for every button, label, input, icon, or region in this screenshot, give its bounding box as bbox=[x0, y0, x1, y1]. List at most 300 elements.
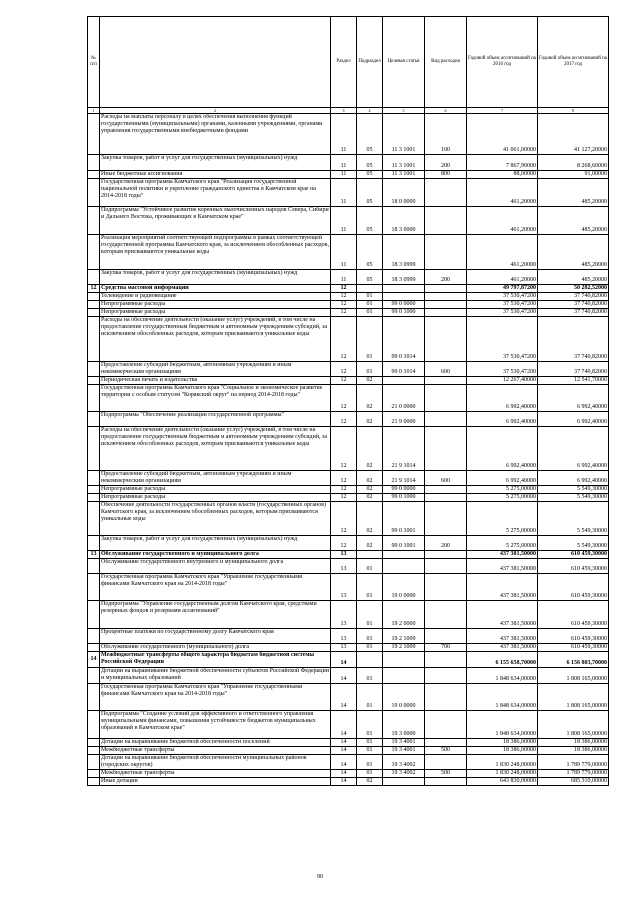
row-name: Процентные платежи по государственному долгу Камчатского края bbox=[100, 629, 331, 644]
row-name: Средства массовой информации bbox=[100, 285, 331, 293]
row-number bbox=[88, 684, 100, 711]
row-number bbox=[88, 711, 100, 739]
row-name: Межбюджетные трансферты bbox=[100, 770, 331, 778]
row-target-article bbox=[383, 377, 425, 385]
column-number: 8 bbox=[538, 108, 609, 114]
row-name: Обслуживание государственного внутреннего и муниципального долга bbox=[100, 559, 331, 574]
row-expense-type bbox=[425, 285, 467, 293]
row-expense-type: 600 bbox=[425, 471, 467, 486]
row-subsection: 02 bbox=[357, 412, 383, 427]
row-target-article: 11 3 1001 bbox=[383, 171, 425, 179]
row-volume-2017: 6 992,40000 bbox=[538, 471, 609, 486]
row-expense-type bbox=[425, 309, 467, 317]
row-name: Государственная программа Камчатского края "Социальное и экономическое развитие территории с особым статусом "Корякский округ" на период 2014-2018 годы" bbox=[100, 385, 331, 412]
row-section: 12 bbox=[331, 362, 357, 377]
row-volume-2016: 6 992,40000 bbox=[467, 385, 538, 412]
row-target-article: 21 9 1014 bbox=[383, 427, 425, 471]
row-subsection: 01 bbox=[357, 301, 383, 309]
table-row bbox=[88, 644, 609, 652]
row-subsection: 05 bbox=[357, 171, 383, 179]
row-volume-2017: 37 740,82000 bbox=[538, 362, 609, 377]
row-volume-2017: 41 127,20000 bbox=[538, 114, 609, 155]
row-section: 12 bbox=[331, 502, 357, 536]
table-row bbox=[88, 293, 609, 301]
row-section: 11 bbox=[331, 114, 357, 155]
row-name: Подпрограмма "Создание условий для эффективного и ответственного управления муниципальными финансами, повышения устойчивости бюджетов муниципальных образований в Камчатском крае" bbox=[100, 711, 331, 739]
row-expense-type: 600 bbox=[425, 362, 467, 377]
table-row bbox=[88, 385, 609, 412]
row-section: 13 bbox=[331, 601, 357, 629]
row-section: 14 bbox=[331, 684, 357, 711]
table-row bbox=[88, 684, 609, 711]
row-target-article bbox=[383, 652, 425, 668]
row-volume-2016: 1 848 634,00000 bbox=[467, 711, 538, 739]
row-section: 13 bbox=[331, 644, 357, 652]
row-section: 14 bbox=[331, 668, 357, 684]
row-volume-2016: 437 381,50000 bbox=[467, 574, 538, 601]
row-volume-2016: 18 386,00000 bbox=[467, 747, 538, 755]
row-number bbox=[88, 770, 100, 778]
row-section: 11 bbox=[331, 235, 357, 270]
row-name: Непрограммные расходы bbox=[100, 301, 331, 309]
row-target-article: 99 0 0000 bbox=[383, 301, 425, 309]
row-volume-2017: 1 789 779,00000 bbox=[538, 770, 609, 778]
row-number bbox=[88, 171, 100, 179]
row-volume-2017: 18 386,00000 bbox=[538, 747, 609, 755]
table-row bbox=[88, 494, 609, 502]
row-subsection: 01 bbox=[357, 684, 383, 711]
row-volume-2017: 485,20000 bbox=[538, 270, 609, 285]
row-volume-2016: 437 381,50000 bbox=[467, 559, 538, 574]
row-expense-type bbox=[425, 486, 467, 494]
table-row bbox=[88, 652, 609, 668]
row-volume-2017: 610 459,30000 bbox=[538, 574, 609, 601]
row-name: Закупка товаров, работ и услуг для государственных (муниципальных) нужд bbox=[100, 270, 331, 285]
row-expense-type bbox=[425, 778, 467, 786]
row-volume-2016: 437 381,50000 bbox=[467, 601, 538, 629]
row-volume-2016: 461,20000 bbox=[467, 207, 538, 235]
row-number bbox=[88, 559, 100, 574]
row-volume-2017: 485,20000 bbox=[538, 235, 609, 270]
row-target-article: 99 0 1014 bbox=[383, 317, 425, 362]
row-target-article: 19 3 0000 bbox=[383, 711, 425, 739]
row-volume-2017: 50 282,52000 bbox=[538, 285, 609, 293]
row-number bbox=[88, 155, 100, 171]
row-expense-type: 500 bbox=[425, 747, 467, 755]
column-number: 1 bbox=[88, 108, 100, 114]
row-volume-2016: 461,20000 bbox=[467, 179, 538, 207]
row-name: Непрограммные расходы bbox=[100, 494, 331, 502]
row-number bbox=[88, 362, 100, 377]
row-volume-2016: 37 530,47200 bbox=[467, 309, 538, 317]
row-expense-type: 200 bbox=[425, 270, 467, 285]
row-target-article: 19 2 0000 bbox=[383, 601, 425, 629]
header-volume-2016: Годовой объем ассигнований на 2016 год bbox=[467, 17, 538, 108]
row-number bbox=[88, 412, 100, 427]
table-row bbox=[88, 155, 609, 171]
table-row bbox=[88, 739, 609, 747]
row-section: 12 bbox=[331, 293, 357, 301]
header-number: № п/п bbox=[88, 17, 100, 108]
row-number bbox=[88, 747, 100, 755]
row-name: Дотации на выравнивание бюджетной обеспеченности поселений bbox=[100, 739, 331, 747]
column-number: 2 bbox=[100, 108, 331, 114]
row-expense-type: 700 bbox=[425, 644, 467, 652]
row-subsection: 01 bbox=[357, 747, 383, 755]
row-subsection bbox=[357, 652, 383, 668]
row-subsection bbox=[357, 551, 383, 559]
row-target-article bbox=[383, 551, 425, 559]
header-target-article: Целевая статья bbox=[383, 17, 425, 108]
row-number bbox=[88, 235, 100, 270]
row-subsection bbox=[357, 285, 383, 293]
table-row bbox=[88, 270, 609, 285]
row-section: 12 bbox=[331, 427, 357, 471]
row-name: Предоставление субсидий бюджетным, автономным учреждениям и иным некоммерческим организациям bbox=[100, 362, 331, 377]
row-subsection: 05 bbox=[357, 155, 383, 171]
table-row bbox=[88, 770, 609, 778]
table-row bbox=[88, 601, 609, 629]
row-target-article: 18 0 0000 bbox=[383, 179, 425, 207]
row-expense-type bbox=[425, 502, 467, 536]
row-section: 14 bbox=[331, 747, 357, 755]
row-number bbox=[88, 207, 100, 235]
row-volume-2017: 6 992,40000 bbox=[538, 385, 609, 412]
table-row bbox=[88, 551, 609, 559]
row-expense-type bbox=[425, 711, 467, 739]
row-target-article: 99 0 1014 bbox=[383, 362, 425, 377]
row-subsection: 01 bbox=[357, 711, 383, 739]
row-volume-2017: 1 789 779,00000 bbox=[538, 755, 609, 770]
row-target-article: 19 0 0000 bbox=[383, 684, 425, 711]
column-number: 3 bbox=[331, 108, 357, 114]
table-row bbox=[88, 427, 609, 471]
row-volume-2017: 37 740,82000 bbox=[538, 317, 609, 362]
row-name: Межбюджетные трансферты bbox=[100, 747, 331, 755]
row-volume-2017: 12 541,70000 bbox=[538, 377, 609, 385]
row-target-article: 21 9 0000 bbox=[383, 412, 425, 427]
table-row bbox=[88, 301, 609, 309]
row-subsection: 02 bbox=[357, 494, 383, 502]
row-number bbox=[88, 179, 100, 207]
row-target-article bbox=[383, 293, 425, 301]
row-number bbox=[88, 317, 100, 362]
row-volume-2016: 88,00000 bbox=[467, 171, 538, 179]
row-target-article: 19 3 4002 bbox=[383, 770, 425, 778]
row-number bbox=[88, 502, 100, 536]
row-target-article: 99 0 1000 bbox=[383, 494, 425, 502]
row-volume-2017: 5 549,30000 bbox=[538, 536, 609, 551]
row-target-article: 18 3 0000 bbox=[383, 207, 425, 235]
row-name: Непрограммные расходы bbox=[100, 309, 331, 317]
row-target-article bbox=[383, 559, 425, 574]
row-volume-2016: 1 848 634,00000 bbox=[467, 668, 538, 684]
row-number bbox=[88, 377, 100, 385]
row-volume-2016: 1 848 634,00000 bbox=[467, 684, 538, 711]
row-subsection: 02 bbox=[357, 502, 383, 536]
table-row bbox=[88, 755, 609, 770]
row-volume-2016: 5 275,00000 bbox=[467, 502, 538, 536]
row-expense-type bbox=[425, 755, 467, 770]
row-number bbox=[88, 668, 100, 684]
row-expense-type: 800 bbox=[425, 171, 467, 179]
row-expense-type bbox=[425, 684, 467, 711]
row-target-article: 18 3 0999 bbox=[383, 270, 425, 285]
row-target-article: 99 0 1001 bbox=[383, 502, 425, 536]
row-volume-2016: 461,20000 bbox=[467, 270, 538, 285]
table-row bbox=[88, 629, 609, 644]
row-volume-2016: 37 530,47200 bbox=[467, 362, 538, 377]
page-number: 90 bbox=[317, 874, 323, 880]
row-volume-2016: 1 830 248,00000 bbox=[467, 755, 538, 770]
row-subsection: 05 bbox=[357, 270, 383, 285]
row-name: Закупка товаров, работ и услуг для государственных (муниципальных) нужд bbox=[100, 536, 331, 551]
row-section: 13 bbox=[331, 629, 357, 644]
column-number: 4 bbox=[357, 108, 383, 114]
row-name: Дотации на выравнивание бюджетной обеспеченности субъектов Российской Федерации и муниципальных образований bbox=[100, 668, 331, 684]
row-number bbox=[88, 739, 100, 747]
row-volume-2016: 6 155 658,70000 bbox=[467, 652, 538, 668]
row-target-article: 19 3 4002 bbox=[383, 755, 425, 770]
row-expense-type bbox=[425, 377, 467, 385]
row-name: Обслуживание государственного и муниципального долга bbox=[100, 551, 331, 559]
row-volume-2017: 5 549,30000 bbox=[538, 494, 609, 502]
row-number bbox=[88, 629, 100, 644]
row-expense-type: 200 bbox=[425, 155, 467, 171]
row-target-article: 21 9 1014 bbox=[383, 471, 425, 486]
table-row bbox=[88, 235, 609, 270]
row-volume-2016: 6 992,40000 bbox=[467, 471, 538, 486]
table-row bbox=[88, 502, 609, 536]
row-expense-type bbox=[425, 207, 467, 235]
row-volume-2016: 18 386,00000 bbox=[467, 739, 538, 747]
row-target-article: 19 3 4001 bbox=[383, 739, 425, 747]
row-volume-2016: 37 530,47200 bbox=[467, 301, 538, 309]
row-expense-type bbox=[425, 235, 467, 270]
row-section: 14 bbox=[331, 755, 357, 770]
table-body bbox=[88, 114, 609, 786]
row-name: Обеспечение деятельности государственных органов власти (государственных органов) Камчатского края, за исключением обособленных расходов, которым присваиваются уникальные коды bbox=[100, 502, 331, 536]
header-section: Раздел bbox=[331, 17, 357, 108]
row-volume-2016: 461,20000 bbox=[467, 235, 538, 270]
row-subsection: 02 bbox=[357, 486, 383, 494]
row-subsection: 01 bbox=[357, 668, 383, 684]
row-target-article: 11 3 1001 bbox=[383, 155, 425, 171]
row-number bbox=[88, 471, 100, 486]
row-expense-type bbox=[425, 412, 467, 427]
row-name: Государственная программа Камчатского края "Управление государственными финансами Камчатского края на 2014-2018 годы" bbox=[100, 574, 331, 601]
row-name: Государственная программа Камчатского края "Управление государственными финансами Камчатского края на 2014-2018 годы" bbox=[100, 684, 331, 711]
row-subsection: 02 bbox=[357, 778, 383, 786]
row-expense-type bbox=[425, 629, 467, 644]
row-expense-type bbox=[425, 317, 467, 362]
row-volume-2017: 485,20000 bbox=[538, 207, 609, 235]
row-section: 14 bbox=[331, 711, 357, 739]
row-subsection: 01 bbox=[357, 559, 383, 574]
row-volume-2017: 485,20000 bbox=[538, 179, 609, 207]
row-volume-2017: 37 740,82000 bbox=[538, 293, 609, 301]
row-subsection: 05 bbox=[357, 235, 383, 270]
row-name: Государственная программа Камчатского края "Реализация государственной национальной политики и укрепление гражданского единства в Камчатском крае на 2014-2018 годы" bbox=[100, 179, 331, 207]
row-expense-type bbox=[425, 668, 467, 684]
table-row bbox=[88, 574, 609, 601]
row-target-article: 99 0 0000 bbox=[383, 486, 425, 494]
row-target-article: 21 0 0000 bbox=[383, 385, 425, 412]
row-subsection: 05 bbox=[357, 179, 383, 207]
row-volume-2017: 1 808 165,00000 bbox=[538, 684, 609, 711]
column-number: 6 bbox=[425, 108, 467, 114]
row-volume-2016: 5 275,00000 bbox=[467, 494, 538, 502]
row-target-article: 19 0 0000 bbox=[383, 574, 425, 601]
row-subsection: 01 bbox=[357, 739, 383, 747]
table-row bbox=[88, 179, 609, 207]
row-name: Предоставление субсидий бюджетным, автономным учреждениям и иным некоммерческим организациям bbox=[100, 471, 331, 486]
table-row bbox=[88, 207, 609, 235]
row-name: Расходы на обеспечение деятельности (оказание услуг) учреждений, в том числе на предоставление государственным бюджетным и автономным учреждениям субсидий, за исключением обособленных расходов, которым присваиваются уникальные коды bbox=[100, 317, 331, 362]
row-subsection: 01 bbox=[357, 629, 383, 644]
row-subsection: 01 bbox=[357, 293, 383, 301]
row-expense-type bbox=[425, 427, 467, 471]
row-subsection: 01 bbox=[357, 770, 383, 778]
row-subsection: 01 bbox=[357, 755, 383, 770]
row-volume-2016: 37 530,47200 bbox=[467, 317, 538, 362]
row-subsection: 01 bbox=[357, 309, 383, 317]
row-expense-type bbox=[425, 301, 467, 309]
row-volume-2016: 12 267,40000 bbox=[467, 377, 538, 385]
row-section: 14 bbox=[331, 778, 357, 786]
row-number bbox=[88, 601, 100, 629]
row-volume-2016: 5 275,00000 bbox=[467, 536, 538, 551]
row-section: 12 bbox=[331, 412, 357, 427]
row-volume-2017: 37 740,82000 bbox=[538, 301, 609, 309]
row-section: 12 bbox=[331, 301, 357, 309]
table-row bbox=[88, 171, 609, 179]
row-expense-type: 500 bbox=[425, 770, 467, 778]
row-number bbox=[88, 536, 100, 551]
row-expense-type bbox=[425, 601, 467, 629]
row-volume-2017: 91,00000 bbox=[538, 171, 609, 179]
table-row bbox=[88, 711, 609, 739]
row-section: 12 bbox=[331, 494, 357, 502]
row-expense-type bbox=[425, 652, 467, 668]
row-section: 13 bbox=[331, 551, 357, 559]
column-number: 7 bbox=[467, 108, 538, 114]
row-volume-2016: 6 992,40000 bbox=[467, 427, 538, 471]
row-name: Обслуживание государственного (муниципального) долга bbox=[100, 644, 331, 652]
row-number bbox=[88, 486, 100, 494]
row-target-article: 19 2 1009 bbox=[383, 644, 425, 652]
row-expense-type bbox=[425, 559, 467, 574]
row-expense-type bbox=[425, 574, 467, 601]
row-target-article: 99 0 1001 bbox=[383, 536, 425, 551]
row-section: 11 bbox=[331, 179, 357, 207]
table-row bbox=[88, 377, 609, 385]
row-target-article: 99 0 1000 bbox=[383, 309, 425, 317]
row-number bbox=[88, 427, 100, 471]
table-row bbox=[88, 114, 609, 155]
row-number bbox=[88, 293, 100, 301]
header-volume-2017: Годовой объем ассигнований на 2017 год bbox=[538, 17, 609, 108]
row-volume-2017: 5 549,30000 bbox=[538, 502, 609, 536]
row-target-article: 19 2 1009 bbox=[383, 629, 425, 644]
row-name: Закупка товаров, работ и услуг для государственных (муниципальных) нужд bbox=[100, 155, 331, 171]
row-section: 11 bbox=[331, 171, 357, 179]
row-name: Непрограммные расходы bbox=[100, 486, 331, 494]
table-row bbox=[88, 486, 609, 494]
row-name: Расходы на выплаты персоналу в целях обеспечения выполнения функций государственными (муниципальными) органами, казенными учреждениями, органами управления государственными внебюджетными фондами bbox=[100, 114, 331, 155]
row-volume-2017: 610 459,30000 bbox=[538, 601, 609, 629]
row-name: Телевидение и радиовещание bbox=[100, 293, 331, 301]
row-expense-type bbox=[425, 739, 467, 747]
table-row bbox=[88, 362, 609, 377]
row-section: 13 bbox=[331, 559, 357, 574]
row-volume-2016: 37 530,47200 bbox=[467, 293, 538, 301]
table-row bbox=[88, 559, 609, 574]
row-volume-2017: 6 992,40000 bbox=[538, 412, 609, 427]
row-section: 12 bbox=[331, 471, 357, 486]
row-volume-2017: 8 268,60000 bbox=[538, 155, 609, 171]
header-subsection: Подраздел bbox=[357, 17, 383, 108]
header-expense-type: Вид расходов bbox=[425, 17, 467, 108]
row-number: 12 bbox=[88, 285, 100, 293]
row-number bbox=[88, 494, 100, 502]
row-volume-2017: 37 740,82000 bbox=[538, 309, 609, 317]
row-section: 11 bbox=[331, 270, 357, 285]
row-number: 13 bbox=[88, 551, 100, 559]
row-section: 12 bbox=[331, 385, 357, 412]
row-name: Подпрограмма "Обеспечение реализации государственной программы" bbox=[100, 412, 331, 427]
row-subsection: 02 bbox=[357, 536, 383, 551]
row-subsection: 02 bbox=[357, 427, 383, 471]
table-header-row bbox=[88, 17, 609, 108]
row-section: 14 bbox=[331, 770, 357, 778]
row-volume-2016: 643 830,00000 bbox=[467, 778, 538, 786]
row-section: 14 bbox=[331, 652, 357, 668]
row-volume-2016: 41 061,00000 bbox=[467, 114, 538, 155]
row-number: 14 bbox=[88, 652, 100, 668]
budget-table bbox=[87, 16, 609, 786]
row-number bbox=[88, 755, 100, 770]
row-subsection: 05 bbox=[357, 207, 383, 235]
row-number bbox=[88, 574, 100, 601]
row-number bbox=[88, 301, 100, 309]
row-target-article bbox=[383, 668, 425, 684]
row-name: Расходы на обеспечение деятельности (оказание услуг) учреждений, в том числе на предоставление государственным бюджетным и автономным учреждениям субсидий, за исключением обособленных расходов, которым присваиваются уникальные коды bbox=[100, 427, 331, 471]
row-section: 12 bbox=[331, 309, 357, 317]
row-volume-2016: 437 381,50000 bbox=[467, 629, 538, 644]
row-expense-type bbox=[425, 551, 467, 559]
table-row bbox=[88, 778, 609, 786]
row-section: 13 bbox=[331, 574, 357, 601]
table-row bbox=[88, 536, 609, 551]
row-section: 12 bbox=[331, 536, 357, 551]
row-target-article bbox=[383, 285, 425, 293]
header-name bbox=[100, 17, 331, 108]
row-volume-2017: 1 808 165,00000 bbox=[538, 711, 609, 739]
row-volume-2016: 5 275,00000 bbox=[467, 486, 538, 494]
row-volume-2017: 6 156 803,70000 bbox=[538, 652, 609, 668]
row-name: Дотации на выравнивание бюджетной обеспеченности муниципальных районов (городских округов) bbox=[100, 755, 331, 770]
row-expense-type: 200 bbox=[425, 536, 467, 551]
row-expense-type bbox=[425, 385, 467, 412]
row-number bbox=[88, 778, 100, 786]
table-row bbox=[88, 747, 609, 755]
row-volume-2016: 1 830 248,00000 bbox=[467, 770, 538, 778]
row-section: 11 bbox=[331, 155, 357, 171]
row-subsection: 01 bbox=[357, 362, 383, 377]
row-expense-type bbox=[425, 293, 467, 301]
row-section: 11 bbox=[331, 207, 357, 235]
